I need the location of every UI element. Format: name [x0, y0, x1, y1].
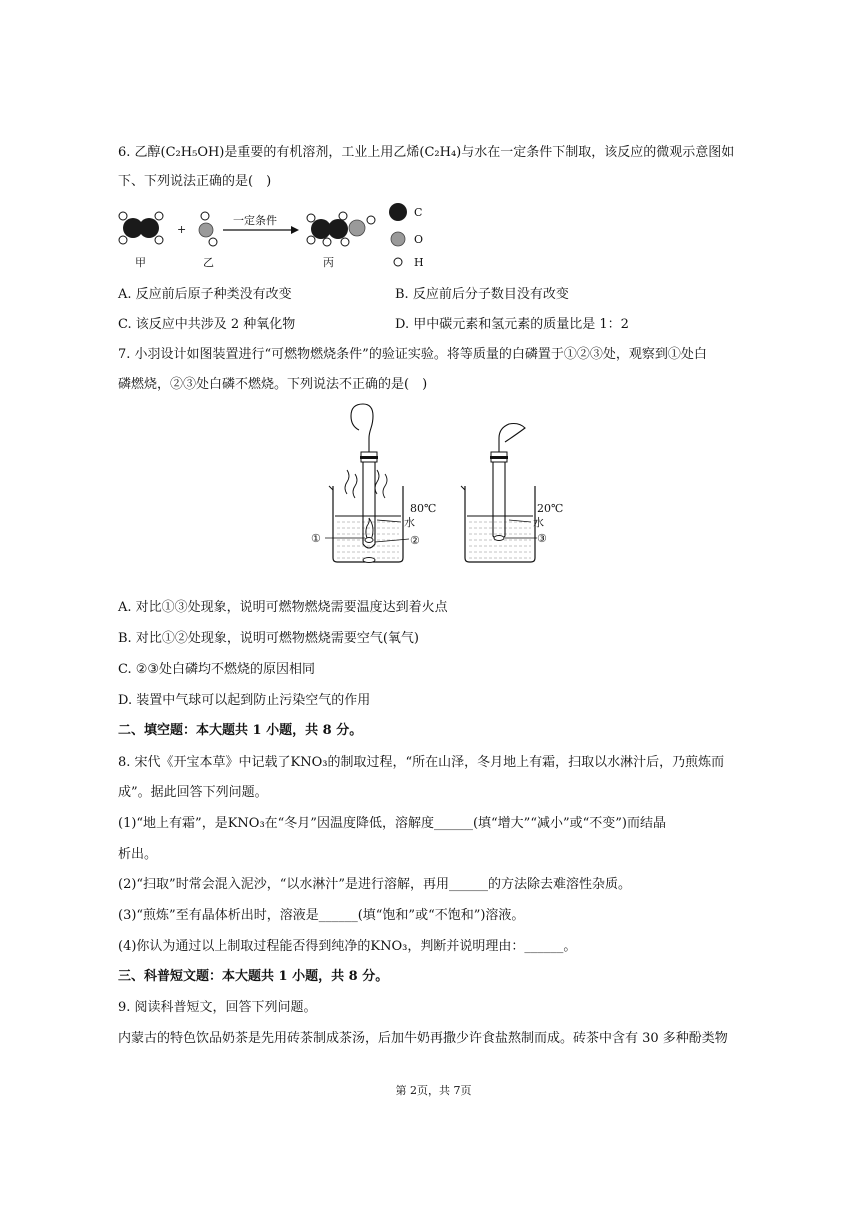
water-right-label: 水 [533, 516, 544, 529]
q6-option-d: D. 甲中碳元素和氢元素的质量比是 1：2 [395, 317, 629, 332]
q6-option-c: C. 该反应中共涉及 2 种氧化物 [118, 317, 296, 332]
q7-option-d: D. 装置中气球可以起到防止污染空气的作用 [118, 693, 371, 708]
arrow-condition-label: 一定条件 [233, 214, 277, 227]
q6-reaction-diagram [115, 198, 435, 273]
molecule-jia [119, 212, 163, 244]
page-footer: 第 2页，共 7页 [395, 1084, 472, 1097]
q8-stem-line2: 成”。据此回答下列问题。 [118, 785, 268, 800]
q7-stem-line2: 磷燃烧，②③处白磷不燃烧。下列说法不正确的是( ) [118, 377, 428, 392]
q8-sub1-line2: 析出。 [118, 847, 158, 862]
molecule-bing [307, 212, 375, 246]
q6-option-a: A. 反应前后原子种类没有改变 [118, 287, 292, 302]
q8-sub2: (2)“扫取”时常会混入泥沙，“以水淋汁”是进行溶解，再用______的方法除去难溶性杂质。 [118, 877, 631, 892]
left-beaker [325, 404, 409, 563]
legend-c-label: C [414, 206, 423, 219]
q7-option-c: C. ②③处白磷均不燃烧的原因相同 [118, 662, 316, 677]
q9-stem-line1: 9. 阅读科普短文，回答下列问题。 [118, 1000, 317, 1015]
mark-1: ① [311, 532, 321, 545]
q8-sub1-line1: (1)“地上有霜”，是KNO₃在“冬月”因温度降低，溶解度______(填“增大”“减小”或“不变”)而结晶 [118, 816, 666, 831]
label-yi: 乙 [203, 256, 214, 269]
q7-option-b: B. 对比①②处现象，说明可燃物燃烧需要空气(氧气) [118, 631, 419, 646]
section-2-heading: 二、填空题：本大题共 1 小题，共 8 分。 [118, 723, 363, 738]
plus-sign: + [177, 223, 187, 236]
q8-stem-line1: 8. 宋代《开宝本草》中记载了KNO₃的制取过程，“所在山泽，冬月地上有霜，扫取以水淋汁后，乃煎炼而 [118, 755, 725, 770]
molecule-yi [199, 212, 217, 246]
q7-option-a: A. 对比①③处现象，说明可燃物燃烧需要温度达到着火点 [118, 600, 448, 615]
legend-o-label: O [414, 233, 424, 246]
q8-sub4: (4)你认为通过以上制取过程能否得到纯净的KNO₃，判断并说明理由：______。 [118, 939, 577, 954]
q7-apparatus-diagram [305, 398, 565, 568]
temp-left-label: 80℃ [410, 502, 437, 515]
q7-stem-line1: 7. 小羽设计如图装置进行“可燃物燃烧条件”的验证实验。将等质量的白磷置于①②③处，观察到①处白 [118, 347, 707, 362]
legend-h-label: H [414, 256, 424, 269]
label-bing: 丙 [323, 256, 334, 269]
right-beaker [461, 424, 537, 563]
q6-option-b: B. 反应前后分子数目没有改变 [395, 287, 569, 302]
q8-sub3: (3)“煎炼”至有晶体析出时，溶液是______(填“饱和”或“不饱和”)溶液。 [118, 908, 525, 923]
temp-right-label: 20℃ [537, 502, 564, 515]
q9-stem-line2: 内蒙古的特色饮品奶茶是先用砖茶制成茶汤，后加牛奶再撒少许食盐熬制而成。砖茶中含有 30 多种酚类物 [118, 1031, 728, 1046]
label-jia: 甲 [135, 256, 146, 269]
mark-2: ② [410, 534, 420, 547]
mark-3: ③ [537, 532, 547, 545]
atom-legend [389, 203, 424, 269]
q6-stem-line2: 下、下列说法正确的是( ) [118, 174, 272, 189]
q6-stem-line1: 6. 乙醇(C₂H₅OH)是重要的有机溶剂，工业上用乙烯(C₂H₄)与水在一定条件下制取，该反应的微观示意图如 [118, 145, 735, 160]
section-3-heading: 三、科普短文题：本大题共 1 小题，共 8 分。 [118, 969, 389, 984]
water-left-label: 水 [404, 516, 415, 529]
